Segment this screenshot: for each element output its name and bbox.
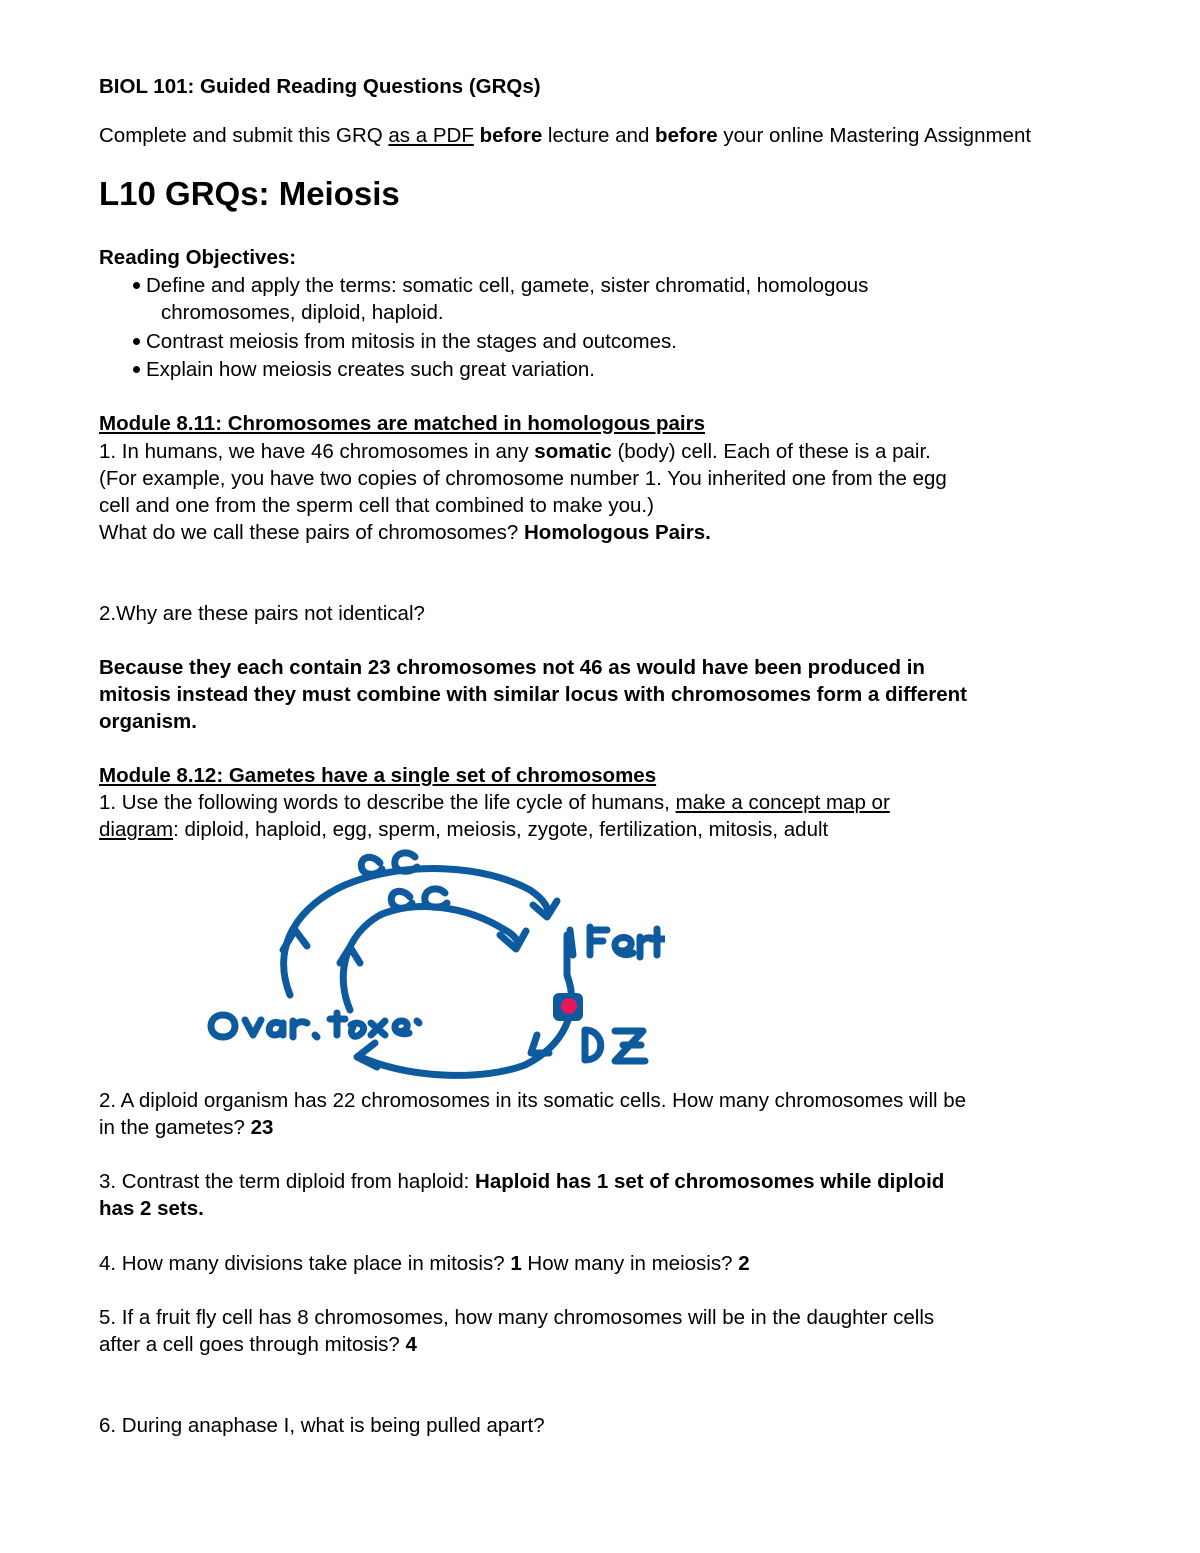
m812-q3-l1: [99, 1168, 944, 1195]
m812-q5-l2: [99, 1331, 417, 1358]
ovar-scribble: [330, 1013, 419, 1036]
m812-q5-question: after a cell goes through mitosis?: [99, 1333, 406, 1356]
outer-up-arrowhead: [283, 930, 307, 950]
instr-text-2: lecture and: [542, 124, 656, 147]
m812-q2-answer: 23: [250, 1116, 274, 1139]
m812-q6: 6. During anaphase I, what is being pulled apart?: [99, 1414, 545, 1437]
instr-before-1: before: [479, 124, 543, 147]
handwritten-concept-map: [195, 835, 665, 1085]
m812-q2-question: in the gametes?: [99, 1116, 251, 1139]
objective-item-3: [146, 356, 595, 383]
m812-q1-line1: [99, 789, 890, 816]
m812-q1-concept-map: make a concept map or: [675, 791, 890, 814]
m812-q4-a: 4. How many divisions take place in mitosis?: [99, 1252, 511, 1275]
ovar-dot: [315, 1035, 317, 1037]
m812-q2-l2: [99, 1114, 273, 1141]
objective-item-1-cont: chromosomes, diploid, haploid.: [161, 301, 444, 324]
dz-D: [585, 1030, 601, 1060]
m811-q1-question: What do we call these pairs of chromosomes?: [99, 521, 524, 544]
ovar-O: [211, 1015, 235, 1037]
m811-q1-line4: [99, 519, 711, 546]
m812-q3-question: 3. Contrast the term diploid from haploid:: [99, 1170, 476, 1193]
m812-q2-l1: 2. A diploid organism has 22 chromosomes in its somatic cells. How many chromosomes will be: [99, 1089, 967, 1112]
course-title: BIOL 101: Guided Reading Questions (GRQs): [99, 75, 541, 98]
objective-text-1: Define and apply the terms: somatic cell, gamete, sister chromatid, homologous: [146, 274, 869, 297]
ovar-a: [269, 1022, 283, 1035]
m811-q1-a: 1. In humans, we have 46 chromosomes in any: [99, 440, 535, 463]
m811-q2-answer-l2: mitosis instead they must combine with similar locus with chromosomes form a different: [99, 683, 968, 706]
objectives-heading: Reading Objectives:: [99, 246, 297, 269]
bullet-icon: [133, 366, 140, 373]
m811-q1-somatic: somatic: [534, 440, 612, 463]
module-8-12-heading: Module 8.12: Gametes have a single set of chromosomes: [99, 764, 657, 787]
m811-q1-answer: Homologous Pairs.: [524, 521, 711, 544]
module-8-11-heading: Module 8.11: Chromosomes are matched in homologous pairs: [99, 412, 706, 435]
objective-item-1: [146, 272, 868, 299]
m811-q1-b: (body) cell. Each of these is a pair.: [611, 440, 931, 463]
objective-item-2: [146, 328, 677, 355]
m812-q1-diagram: diagram: [99, 818, 174, 841]
fert-F: [590, 927, 607, 955]
dz-arrowhead: [531, 1035, 549, 1053]
m812-q5-answer: 4: [405, 1333, 417, 1356]
m812-q4-answer-2: 2: [738, 1252, 750, 1275]
m812-q5-l1: 5. If a fruit fly cell has 8 chromosomes, how many chromosomes will be in the daughter cells: [99, 1306, 935, 1329]
m812-q3-answer-l1: Haploid has 1 set of chromosomes while diploid: [475, 1170, 945, 1193]
m811-q1-line1: [99, 438, 931, 465]
m811-q2-answer-l3: organism.: [99, 710, 197, 733]
zygote-dot: [561, 998, 577, 1014]
ovar-v: [245, 1020, 261, 1035]
instr-before-2: before: [655, 124, 718, 147]
instr-pdf: as a PDF: [388, 124, 474, 147]
m812-q4-answer-1: 1: [510, 1252, 522, 1275]
m812-q1-b: : diploid, haploid, egg, sperm, meiosis, zygote, fertilization, mitosis, adult: [173, 818, 829, 841]
bullet-icon: [133, 338, 140, 345]
m812-q3-answer-l2: has 2 sets.: [99, 1197, 204, 1220]
bottom-arrowhead: [357, 1043, 377, 1067]
inner-arc: [343, 907, 518, 1010]
fert-tick: [570, 930, 573, 955]
m812-q4: [99, 1250, 750, 1277]
instructions: [99, 122, 1031, 149]
m812-q4-b: How many in meiosis?: [521, 1252, 739, 1275]
objective-text-2: Contrast meiosis from mitosis in the stages and outcomes.: [146, 330, 677, 353]
m811-q1-line3: cell and one from the sperm cell that combined to make you.): [99, 494, 654, 517]
objective-text-3: Explain how meiosis creates such great variation.: [146, 358, 595, 381]
instr-text: Complete and submit this GRQ: [99, 124, 389, 147]
ovar-r: [293, 1021, 307, 1037]
m811-q1-line2: (For example, you have two copies of chromosome number 1. You inherited one from the egg: [99, 467, 947, 490]
m811-q2-answer-l1: Because they each contain 23 chromosomes not 46 as would have been produced in: [99, 656, 925, 679]
fert-e: [615, 938, 633, 955]
m811-q2: 2.Why are these pairs not identical?: [99, 602, 425, 625]
dz-Z: [615, 1031, 645, 1061]
fert-t: [651, 929, 665, 955]
m812-q1-a: 1. Use the following words to describe the life cycle of humans,: [99, 791, 676, 814]
bullet-icon: [133, 282, 140, 289]
instr-text-3: your online Mastering Assignment: [717, 124, 1032, 147]
page-title: L10 GRQs: Meiosis: [99, 175, 400, 212]
